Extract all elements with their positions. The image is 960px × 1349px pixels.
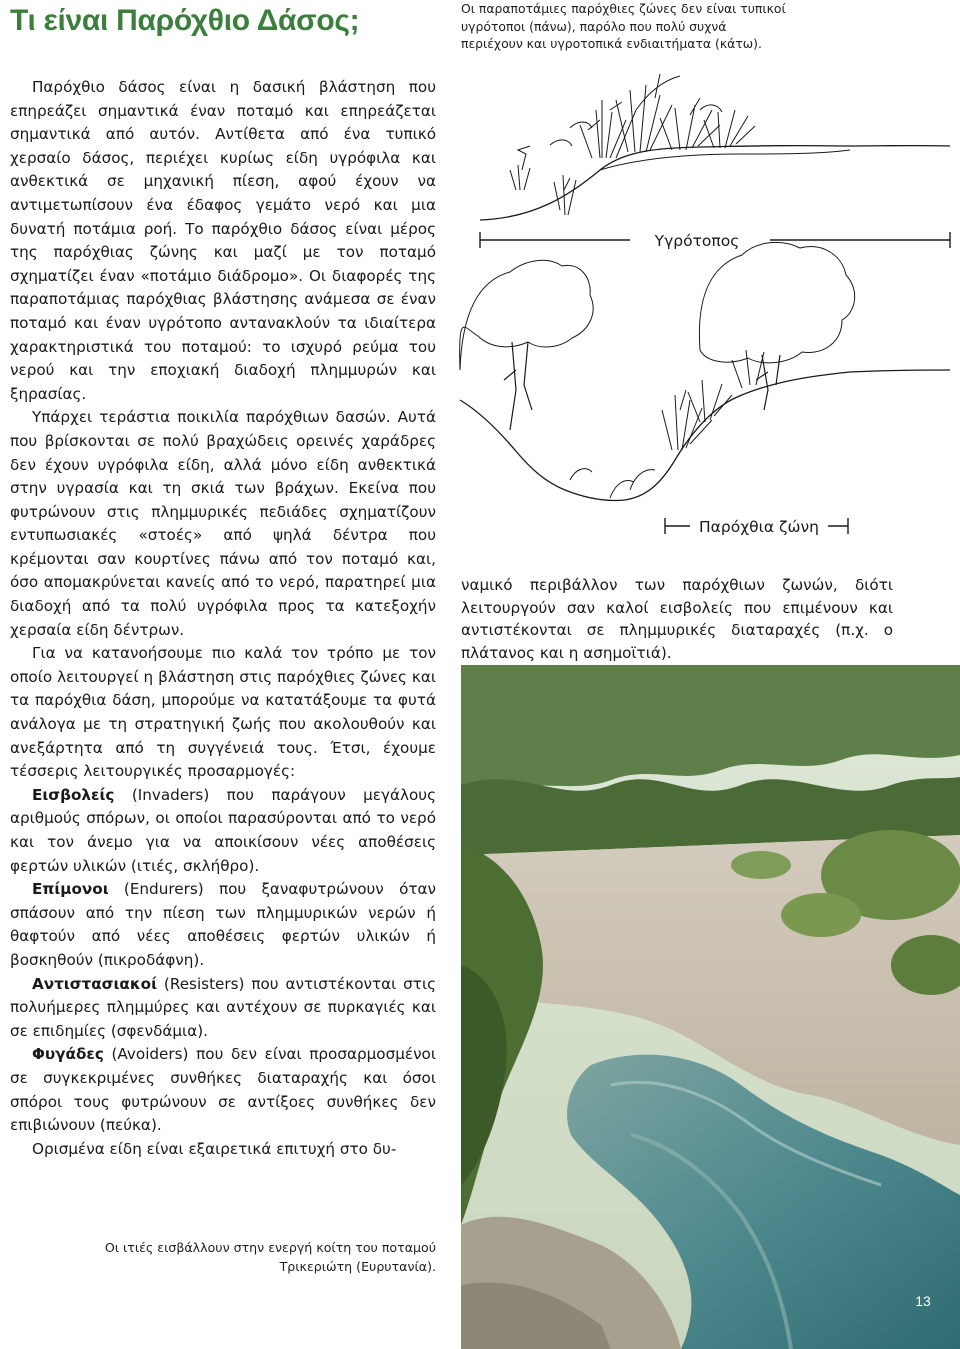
wetland-illustration	[480, 74, 950, 220]
riparian-zone-label: Παρόχθια ζώνη	[699, 518, 819, 536]
strategy-item-resisters	[10, 973, 436, 1044]
river-photo-illustration	[461, 665, 960, 1349]
strategy-term: Εισβολείς	[32, 785, 115, 804]
continuation-text: ναμικό περιβάλλον των παρόχθιων ζωνών, διότι λειτουργούν σαν καλοί εισβολείς που επιμένουν και αντιστέκονται σε πλημμυρικές διαταραχές (π.χ. ο πλάτανος και η ασημοϊτιά).	[461, 576, 893, 662]
riparian-illustration	[460, 242, 950, 500]
main-text-column	[10, 76, 436, 1161]
right-column-text	[461, 574, 893, 664]
strategy-item-endurers	[10, 878, 436, 972]
strategy-item-avoiders	[10, 1043, 436, 1137]
strategy-item-invaders	[10, 784, 436, 878]
strategies-paragraph: Για να κατανοήσουμε πιο καλά τον τρόπο με τον οποίο λειτουργεί η βλάστηση στις παρόχθιες ζώνες και τα παρόχθια δάση, μπορούμε να κατατάξουμε τα φυτά ανάλογα με τη στρατηγική ζωής που ακολουθούν και ανεξάρτητα από τη συγγένειά τους. Έτσι, έχουμε τέσσερις λειτουργικές προσαρμογές:	[10, 644, 436, 781]
strategy-term: Επίμονοι	[32, 880, 109, 899]
strategy-text: (Invaders) που παράγουν μεγάλους αριθμούς σπόρων, οι οποίοι παρασύρονται από το νερό και τον άνεμο για να αποικίσουν νέες αποθέσεις φερτών υλικών (ιτιές, σκλήθρο).	[10, 785, 436, 875]
wetland-vs-riparian-diagram	[450, 50, 955, 570]
strategy-text: (Endurers) που ξαναφυτρώνουν όταν σπάσουν από την πίεση των πλημμυρικών νερών ή θαφτούν από νέες αποθέσεις φερτών υλικών ή βοσκηθούν (πικροδάφνη).	[10, 880, 436, 969]
page-number: 13	[915, 1293, 931, 1309]
strategy-term: Φυγάδες	[32, 1045, 104, 1064]
diagram-caption: Οι παραποτάμιες παρόχθιες ζώνες δεν είναι τυπικοί υγρότοποι (πάνω), παρόλο που πολύ συχνά περιέχουν και υγροτοπικά ενδιαιτήματα (κάτω).	[461, 1, 786, 52]
intro-paragraph: Παρόχθιο δάσος είναι η δασική βλάστηση που επηρεάζει σημαντικά έναν ποταμό και επηρεάζεται σημαντικά από αυτόν. Αντίθετα από ένα τυπικό χερσαίο δάσος, περιέχει κυρίως είδη υγρόφιλα και ανθεκτικά σε μηχανική πίεση, αφού έχουν να αντιμετωπίσουν ένα έδαφος γεμάτο νερό και μια δυνατή ποτάμια ροή. Το παρόχθιο δάσος είναι μέρος της παρόχθιας ζώνης και μαζί με τον ποταμό σχηματίζει έναν «ποτάμιο διάδρομο». Οι διαφορές της παραποτάμιας παρόχθιας βλάστησης ανάμεσα σε έναν ποταμό και έναν υγρότοπο αντανακλούν τα ιδιαίτερα χαρακτηριστικά του ποταμού: το ισχυρό ρεύμα του νερού και την εποχιακή διαδοχή πλημμυρών και ξηρασίας.	[10, 78, 436, 403]
strategy-text: (Resisters) που αντιστέκονται στις πολυήμερες πλημμύρες και αντέχουν σε πυρκαγιές και σε επιδημίες (σφενδάμια).	[10, 974, 436, 1040]
continuation-paragraph: Ορισμένα είδη είναι εξαιρετικά επιτυχή στο δυ-	[32, 1139, 397, 1158]
page-title: Τι είναι Παρόχθιο Δάσος;	[10, 4, 360, 37]
strategy-text: (Avoiders) που δεν είναι προσαρμοσμένοι σε συγκεκριμένες συνθήκες διαταραχής και όσοι σπόροι τους φυτρώνουν σε αντίξοες συνθήκες δεν επιβιώνουν (πεύκα).	[10, 1045, 436, 1135]
variety-paragraph: Υπάρχει τεράστια ποικιλία παρόχθιων δασών. Αυτά που βρίσκονται σε πολύ βραχώδεις ορεινές χαράδρες δεν έχουν υγρόφιλα είδη, αλλά μόνο είδη ανθεκτικά στην υγρασία και τη σκιά των βράχων. Εκείνα που φυτρώνουν στις πλημμυρικές πεδιάδες σχηματίζουν εντυπωσιακές «στοές» από ψηλά δέντρα που κρέμονται σαν κουρτίνες πάνω από τον ποταμό και, όσο απομακρύνεται κανείς από το νερό, παρατηρεί μια διαδοχή από τα πολύ υγρόφιλα προς τα κατεξοχήν χερσαία είδη δέντρων.	[10, 408, 436, 639]
photo-caption: Οι ιτιές εισβάλλουν στην ενεργή κοίτη του ποταμού Τρικεριώτη (Ευρυτανία).	[104, 1240, 436, 1274]
strategy-term: Αντιστασιακοί	[32, 974, 157, 993]
wetland-label: Υγρότοπος	[654, 232, 740, 250]
river-photo	[461, 665, 960, 1349]
